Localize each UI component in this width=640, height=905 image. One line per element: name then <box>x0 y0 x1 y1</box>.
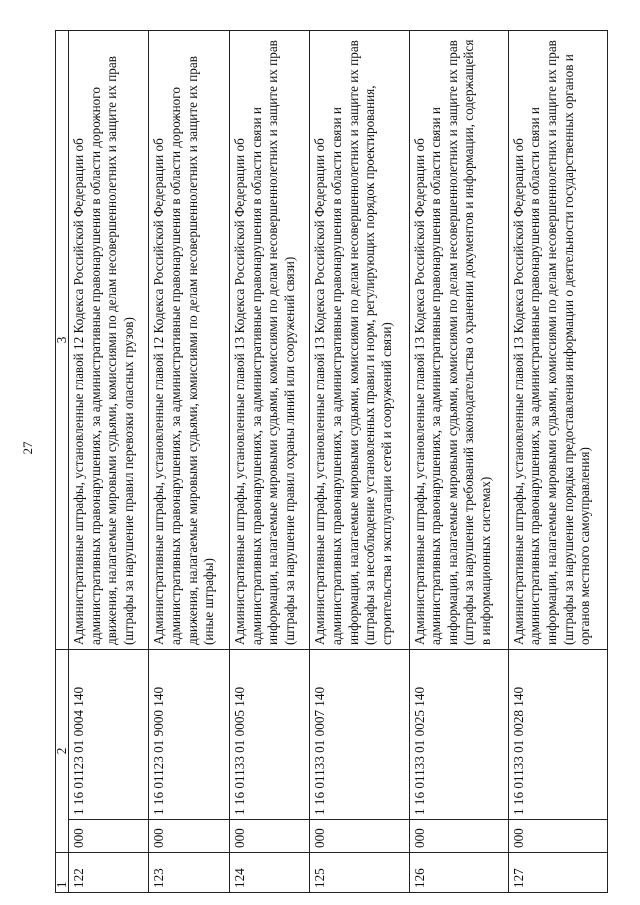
admin-code: 000 <box>409 820 508 853</box>
admin-code: 000 <box>149 820 229 853</box>
description: Административные штрафы, установленные главой 12 Кодекса Российской Федерации об административных правонарушениях, за административные правонарушения в области дорожного движения, налагаемые мировыми судьями, комиссиями по делам несовершеннолетних и защите их прав (иные штрафы) <box>149 31 229 650</box>
row-number: 126 <box>409 853 508 893</box>
description: Административные штрафы, установленные главой 13 Кодекса Российской Федерации об административных правонарушениях, за административные правонарушения в области связи и информации, налагаемые мировыми судьями, комиссиями по делам несовершеннолетних и защите их прав (штрафы за нарушение правил охраны линий или сооружений связи) <box>229 31 309 650</box>
budget-code: 1 16 01133 01 0005 140 <box>229 650 309 820</box>
budget-code: 1 16 01123 01 9000 140 <box>149 650 229 820</box>
budget-code: 1 16 01133 01 0007 140 <box>310 650 409 820</box>
table-row <box>508 31 607 893</box>
header-row <box>56 31 69 893</box>
row-number: 124 <box>229 853 309 893</box>
codes-table <box>55 30 608 893</box>
description: Административные штрафы, установленные главой 13 Кодекса Российской Федерации об административных правонарушениях, за административные правонарушения в области связи и информации, налагаемые мировыми судьями, комиссиями по делам несовершеннолетних и защите их прав (штрафы за нарушение порядка предоставления информации о деятельности государственных органов и органов местного самоуправления) <box>508 31 607 650</box>
row-number: 122 <box>69 853 149 893</box>
table-row <box>409 31 508 893</box>
row-number: 123 <box>149 853 229 893</box>
admin-code: 000 <box>229 820 309 853</box>
admin-code: 000 <box>508 820 607 853</box>
row-number: 125 <box>310 853 409 893</box>
admin-code: 000 <box>69 820 149 853</box>
budget-code: 1 16 01123 01 0004 140 <box>69 650 149 820</box>
header-col-3: 3 <box>56 31 69 650</box>
description: Административные штрафы, установленные главой 13 Кодекса Российской Федерации об административных правонарушениях, за административные правонарушения в области связи и информации, налагаемые мировыми судьями, комиссиями по делам несовершеннолетних и защите их прав (штрафы за нарушение требований законодательства о хранении документов и информации, содержащейся в информационных системах) <box>409 31 508 650</box>
description: Административные штрафы, установленные главой 13 Кодекса Российской Федерации об административных правонарушениях, за административные правонарушения в области связи и информации, налагаемые мировыми судьями, комиссиями по делам несовершеннолетних и защите их прав (штрафы за несоблюдение установленных правил и норм, регулирующих порядок проектирования, строительства и эксплуатации сетей и сооружений связи) <box>310 31 409 650</box>
row-number: 127 <box>508 853 607 893</box>
header-col-1: 1 <box>56 853 69 893</box>
header-col-2: 2 <box>56 650 69 853</box>
budget-code: 1 16 01133 01 0025 140 <box>409 650 508 820</box>
table-row <box>310 31 409 893</box>
table-row <box>229 31 309 893</box>
table-row <box>149 31 229 893</box>
rotated-table-container <box>55 30 608 893</box>
budget-code: 1 16 01133 01 0028 140 <box>508 650 607 820</box>
page-number: 27 <box>20 441 35 455</box>
description: Административные штрафы, установленные главой 12 Кодекса Российской Федерации об административных правонарушениях, за административные правонарушения в области дорожного движения, налагаемые мировыми судьями, комиссиями по делам несовершеннолетних и защите их прав (штрафы за нарушение правил перевозки опасных грузов) <box>69 31 149 650</box>
admin-code: 000 <box>310 820 409 853</box>
table-row <box>69 31 149 893</box>
